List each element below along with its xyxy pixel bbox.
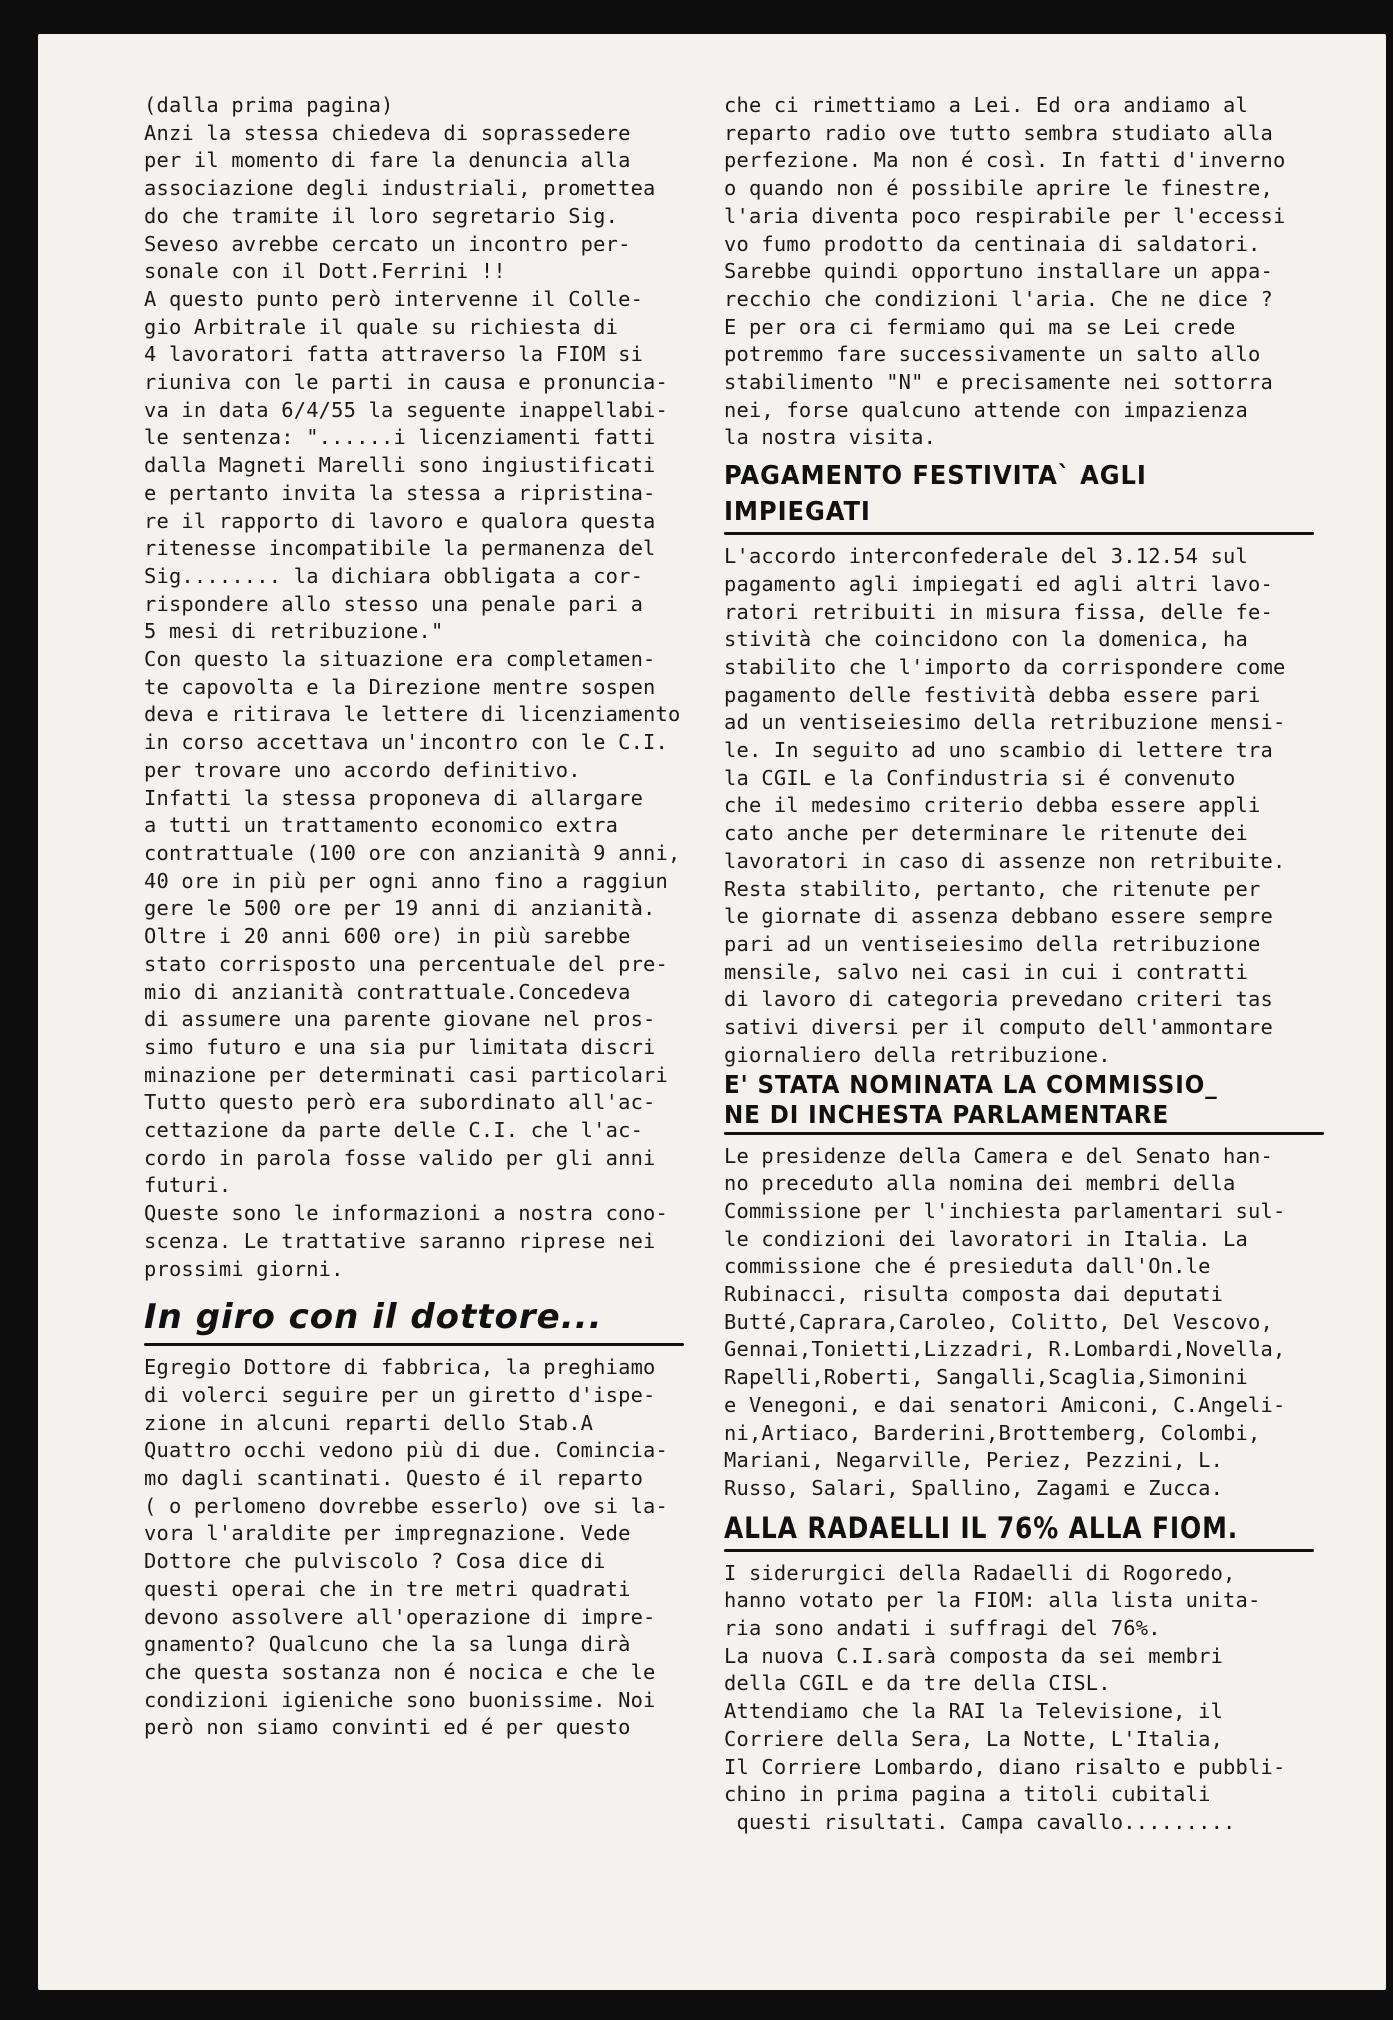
text-line: la nostra visita.: [724, 425, 937, 450]
text-line: Commissione per l'inchiesta parlamentari sul-: [724, 1198, 1286, 1223]
text-line: simo futuro e una sia pur limitata discri: [144, 1034, 656, 1059]
text-line: futuri.: [144, 1173, 232, 1198]
text-line: gnamento? Qualcuno che la sa lunga dirà: [144, 1632, 631, 1657]
text-line: Dottore che pulviscolo ? Cosa dice di: [144, 1549, 606, 1574]
text-line: Con questo la situazione era completamen-: [144, 647, 656, 672]
article-pagamento-festivita: [724, 543, 1324, 1069]
text-line: Tutto questo però era subordinato all'ac-: [144, 1090, 656, 1115]
text-line: rispondere allo stesso una penale pari a: [144, 591, 644, 616]
text-line: devono assolvere all'operazione di impre-: [144, 1604, 656, 1629]
article-commissione-parlamentare: [724, 1143, 1324, 1503]
text-line: sonale con il Dott.Ferrini !!: [144, 259, 506, 284]
text-line: Gennai,Tonietti,Lizzadri, R.Lombardi,Novella,: [724, 1337, 1286, 1362]
text-line: I siderurgici della Radaelli di Rogoredo,: [724, 1560, 1236, 1585]
text-line: riuniva con le parti in causa e pronuncia-: [144, 370, 669, 395]
right-column: [724, 92, 1324, 1837]
text-line: ratori retribuiti in misura fissa, delle fe-: [724, 599, 1273, 624]
text-line: di lavoro di categoria prevedano criteri tas: [724, 987, 1273, 1012]
text-line: le. In seguito ad uno scambio di lettere tra: [724, 738, 1273, 763]
text-line: le giornate di assenza debbano essere sempre: [724, 904, 1273, 929]
text-line: di assumere una parente giovane nel pros-: [144, 1007, 656, 1032]
article-in-giro-con-il-dottore: [144, 1354, 704, 1742]
text-line: Resta stabilito, pertanto, che ritenute per: [724, 876, 1261, 901]
text-line: E per ora ci fermiamo qui ma se Lei crede: [724, 314, 1236, 339]
text-line: e Venegoni, e dai senatori Amiconi, C.Angeli-: [724, 1392, 1286, 1417]
text-line: l'aria diventa poco respirabile per l'eccessi: [724, 203, 1286, 228]
text-line: gio Arbitrale il quale su richiesta di: [144, 314, 619, 339]
text-line: sativi diversi per il computo dell'ammontare: [724, 1015, 1273, 1040]
heading-underline: [724, 1549, 1314, 1552]
text-line: o quando non é possibile aprire le finestre,: [724, 176, 1273, 201]
text-line: reparto radio ove tutto sembra studiato alla: [724, 120, 1273, 145]
article-in-giro-continuation: [724, 92, 1324, 452]
text-line: per trovare uno accordo definitivo.: [144, 757, 581, 782]
text-line: Attendiamo che la RAI la Televisione, il: [724, 1699, 1224, 1724]
text-line: però non siamo convinti ed é per questo: [144, 1715, 631, 1740]
text-line: scenza. Le trattative saranno riprese nei: [144, 1228, 656, 1253]
text-line: Seveso avrebbe cercato un incontro per-: [144, 231, 631, 256]
text-line: 4 lavoratori fatta attraverso la FIOM si: [144, 342, 644, 367]
text-line: Butté,Caprara,Caroleo, Colitto, Del Vescovo,: [724, 1309, 1273, 1334]
text-line: contrattuale (100 ore con anzianità 9 anni,: [144, 840, 681, 865]
heading-underline: [144, 1343, 684, 1346]
text-line: (dalla prima pagina): [144, 93, 394, 117]
text-line: Anzi la stessa chiedeva di soprassedere: [144, 120, 631, 145]
text-line: questi risultati. Campa cavallo.........: [724, 1809, 1236, 1834]
text-line: 40 ore in più per ogni anno fino a raggiun: [144, 868, 669, 893]
text-line: La nuova C.I.sarà composta da sei membri: [724, 1643, 1224, 1668]
text-line: che questa sostanza non é nocica e che le: [144, 1659, 656, 1684]
heading-commissione-line-1: E' STATA NOMINATA LA COMMISSIO_: [724, 1069, 1218, 1099]
text-line: a tutti un trattamento economico extra: [144, 813, 619, 838]
text-line: recchio che condizioni l'aria. Che ne dice ?: [724, 286, 1273, 311]
text-line: cettazione da parte delle C.I. che l'ac-: [144, 1118, 644, 1143]
text-line: deva e ritirava le lettere di licenziamento: [144, 702, 681, 727]
text-line: prossimi giorni.: [144, 1256, 344, 1281]
text-line: Mariani, Negarville, Periez, Pezzini, L.: [724, 1448, 1224, 1473]
text-line: ad un ventiseiesimo della retribuzione mensi-: [724, 710, 1286, 735]
text-line: stività che coincidono con la domenica, ha: [724, 627, 1249, 652]
text-line: Rapelli,Roberti, Sangalli,Scaglia,Simonini: [724, 1365, 1249, 1390]
text-line: di volerci seguire per un giretto d'ispe-: [144, 1382, 656, 1407]
text-line: ( o perlomeno dovrebbe esserlo) ove si la-: [144, 1493, 669, 1518]
text-line: lavoratori in caso di assenze non retribuite.: [724, 848, 1286, 873]
text-line: stato corrisposto una percentuale del pre-: [144, 951, 669, 976]
text-line: Rubinacci, risulta composta dai deputati: [724, 1282, 1224, 1307]
text-line: le sentenza: "......i licenziamenti fatti: [144, 425, 656, 450]
text-line: nei, forse qualcuno attende con impazienza: [724, 397, 1249, 422]
text-line: che ci rimettiamo a Lei. Ed ora andiamo al: [724, 93, 1249, 117]
text-line: 5 mesi di retribuzione.": [144, 619, 444, 644]
text-line: A questo punto però intervenne il Colle-: [144, 286, 644, 311]
text-line: pagamento delle festività debba essere pari: [724, 682, 1261, 707]
text-line: Queste sono le informazioni a nostra cono-: [144, 1201, 669, 1226]
text-line: della CGIL e da tre della CISL.: [724, 1671, 1111, 1696]
newsletter-page: [38, 34, 1386, 1990]
text-line: ni,Artiaco, Barderini,Brottemberg, Colombi,: [724, 1420, 1261, 1445]
text-line: giornaliero della retribuzione.: [724, 1042, 1111, 1067]
text-line: associazione degli industriali, promettea: [144, 176, 656, 201]
article-radaelli: [724, 1560, 1324, 1837]
heading-pagamento-festivita: PAGAMENTO FESTIVITA` AGLI IMPIEGATI: [724, 461, 1147, 528]
text-line: cato anche per determinare le ritenute dei: [724, 821, 1249, 846]
text-line: te capovolta e la Direzione mentre sospen: [144, 674, 656, 699]
heading-in-giro-con-il-dottore: In giro con il dottore...: [144, 1297, 603, 1338]
text-line: potremmo fare successivamente un salto allo: [724, 342, 1261, 367]
text-line: vo fumo prodotto da centinaia di saldatori.: [724, 231, 1261, 256]
text-line: pari ad un ventiseiesimo della retribuzione: [724, 931, 1261, 956]
text-line: chino in prima pagina a titoli cubitali: [724, 1782, 1211, 1807]
text-line: commissione che é presieduta dall'On.le: [724, 1254, 1211, 1279]
article-continuation: [144, 92, 704, 1283]
left-column: [144, 92, 704, 1742]
text-line: che il medesimo criterio debba essere appli: [724, 793, 1261, 818]
text-line: Sarebbe quindi opportuno installare un appa-: [724, 259, 1273, 284]
text-line: Oltre i 20 anni 600 ore) in più sarebbe: [144, 924, 631, 949]
text-line: gere le 500 ore per 19 anni di anzianità.: [144, 896, 656, 921]
text-line: do che tramite il loro segretario Sig.: [144, 203, 619, 228]
text-line: Quattro occhi vedono più di due. Comincia-: [144, 1438, 669, 1463]
text-line: Egregio Dottore di fabbrica, la preghiamo: [144, 1355, 656, 1380]
text-line: vora l'araldite per impregnazione. Vede: [144, 1521, 631, 1546]
text-line: e pertanto invita la stessa a ripristina-: [144, 480, 656, 505]
text-line: L'accordo interconfederale del 3.12.54 sul: [724, 544, 1249, 569]
text-line: Infatti la stessa proponeva di allargare: [144, 785, 644, 810]
text-line: condizioni igieniche sono buonissime. Noi: [144, 1687, 656, 1712]
text-line: per il momento di fare la denuncia alla: [144, 148, 631, 173]
text-line: Russo, Salari, Spallino, Zagami e Zucca.: [724, 1475, 1224, 1500]
text-line: ritenesse incompatibile la permanenza del: [144, 536, 656, 561]
text-line: Sig........ la dichiara obbligata a cor-: [144, 563, 644, 588]
heading-underline: [724, 532, 1314, 535]
text-line: minazione per determinati casi particolari: [144, 1062, 669, 1087]
text-line: Le presidenze della Camera e del Senato han-: [724, 1143, 1273, 1168]
text-line: pagamento agli impiegati ed agli altri lavo-: [724, 571, 1273, 596]
text-line: mensile, salvo nei casi in cui i contratti: [724, 959, 1249, 984]
text-line: perfezione. Ma non é così. In fatti d'inverno: [724, 148, 1286, 173]
text-line: Il Corriere Lombardo, diano risalto e pubbli-: [724, 1754, 1286, 1779]
text-line: va in data 6/4/55 la seguente inappellabi-: [144, 397, 669, 422]
text-line: ria sono andati i suffragi del 76%.: [724, 1616, 1161, 1641]
text-line: in corso accettava un'incontro con le C.I.: [144, 730, 669, 755]
text-line: le condizioni dei lavoratori in Italia. La: [724, 1226, 1249, 1251]
text-line: zione in alcuni reparti dello Stab.A: [144, 1410, 594, 1435]
text-line: cordo in parola fosse valido per gli anni: [144, 1145, 656, 1170]
text-line: questi operai che in tre metri quadrati: [144, 1576, 631, 1601]
text-line: mio di anzianità contrattuale.Concedeva: [144, 979, 631, 1004]
text-line: stabilimento "N" e precisamente nei sottorra: [724, 370, 1273, 395]
text-line: la CGIL e la Confindustria si é convenuto: [724, 765, 1236, 790]
heading-radaelli: ALLA RADAELLI IL 76% ALLA FIOM.: [724, 1510, 1239, 1545]
text-line: hanno votato per la FIOM: alla lista unita-: [724, 1588, 1261, 1613]
text-line: re il rapporto di lavoro e qualora questa: [144, 508, 656, 533]
heading-underline: [724, 1132, 1324, 1135]
heading-commissione-line-2: NE DI INCHESTA PARLAMENTARE: [724, 1099, 1170, 1129]
text-line: no preceduto alla nomina dei membri della: [724, 1171, 1236, 1196]
text-line: dalla Magneti Marelli sono ingiustificati: [144, 453, 656, 478]
text-line: stabilito che l'importo da corrispondere come: [724, 654, 1286, 679]
text-line: Corriere della Sera, La Notte, L'Italia,: [724, 1726, 1224, 1751]
text-line: mo dagli scantinati. Questo é il reparto: [144, 1466, 644, 1491]
